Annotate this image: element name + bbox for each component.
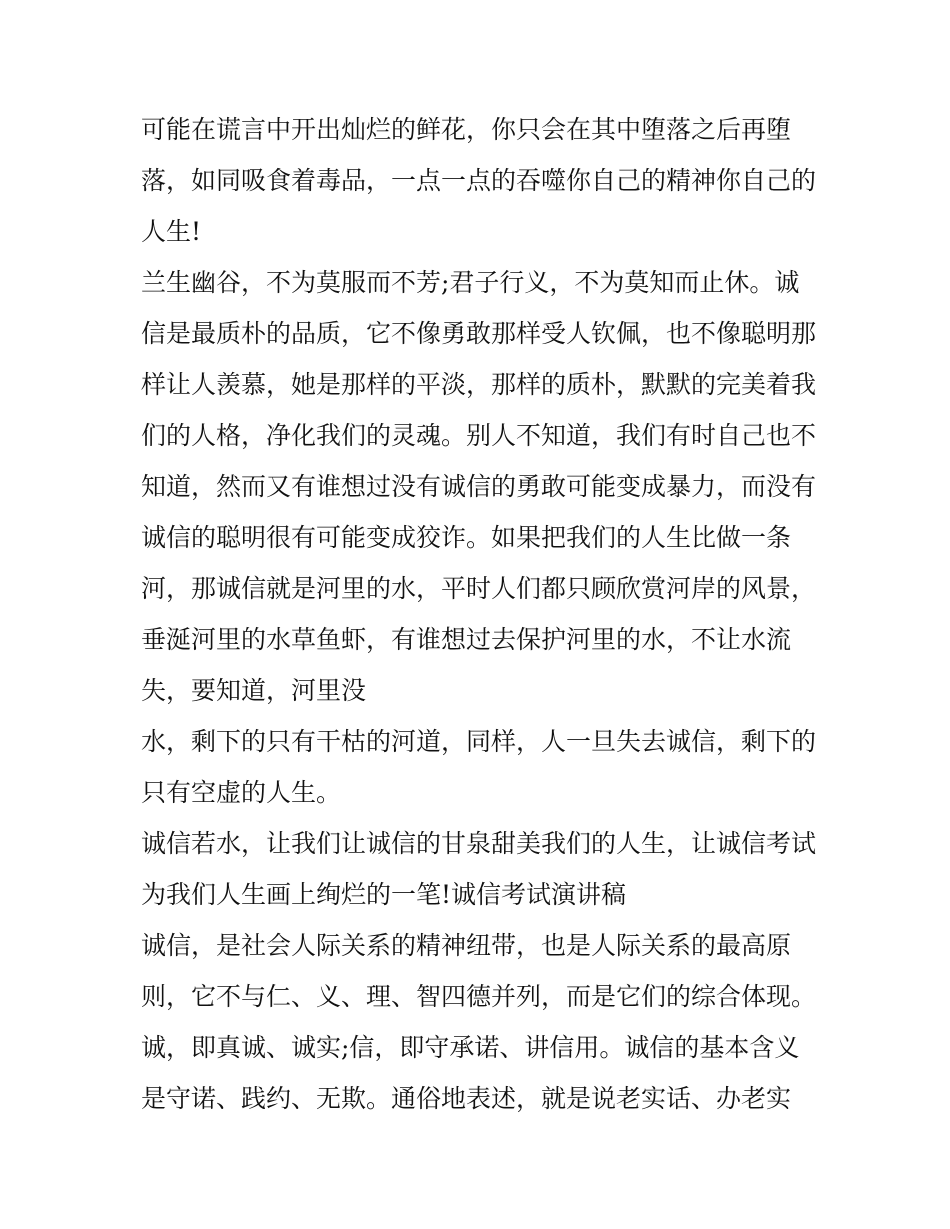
text-line: 可能在谎言中开出灿烂的鲜花，你只会在其中堕落之后再堕 (141, 115, 792, 144)
text-line: 人生! (141, 217, 202, 246)
text-line: 知道，然而又有谁想过没有诚信的勇敢可能变成暴力，而没有 (141, 472, 817, 501)
text-line: 河，那诚信就是河里的水，平时人们都只顾欣赏河岸的风景， (141, 574, 817, 603)
text-line: 是守诺、践约、无欺。通俗地表述，就是说老实话、办老实 (141, 1084, 792, 1113)
text-line: 则，它不与仁、义、理、智四德并列，而是它们的综合体现。 (141, 982, 817, 1011)
text-line: 样让人羡慕，她是那样的平淡，那样的质朴，默默的完美着我 (141, 370, 817, 399)
text-line: 水，剩下的只有干枯的河道，同样，人一旦失去诚信，剩下的 (141, 727, 817, 756)
text-line: 兰生幽谷，不为莫服而不芳;君子行义，不为莫知而止休。诚 (141, 268, 800, 297)
text-line: 垂涎河里的水草鱼虾，有谁想过去保护河里的水，不让水流 (141, 625, 792, 654)
text-line: 诚信的聪明很有可能变成狡诈。如果把我们的人生比做一条 (141, 523, 792, 552)
text-line: 信是最质朴的品质，它不像勇敢那样受人钦佩，也不像聪明那 (141, 319, 817, 348)
text-line: 失，要知道，河里没 (141, 676, 367, 705)
text-line: 为我们人生画上绚烂的一笔!诚信考试演讲稿 (141, 880, 627, 909)
text-line: 诚信若水，让我们让诚信的甘泉甜美我们的人生，让诚信考试 (141, 829, 817, 858)
text-line: 只有空虚的人生。 (141, 778, 342, 807)
text-line: 诚，即真诚、诚实;信，即守承诺、讲信用。诚信的基本含义 (141, 1033, 800, 1062)
text-line: 诚信，是社会人际关系的精神纽带，也是人际关系的最高原 (141, 931, 792, 960)
text-line: 落，如同吸食着毒品，一点一点的吞噬你自己的精神你自己的 (141, 166, 817, 195)
document-body (141, 104, 821, 1124)
text-line: 们的人格，净化我们的灵魂。别人不知道，我们有时自己也不 (141, 421, 817, 450)
